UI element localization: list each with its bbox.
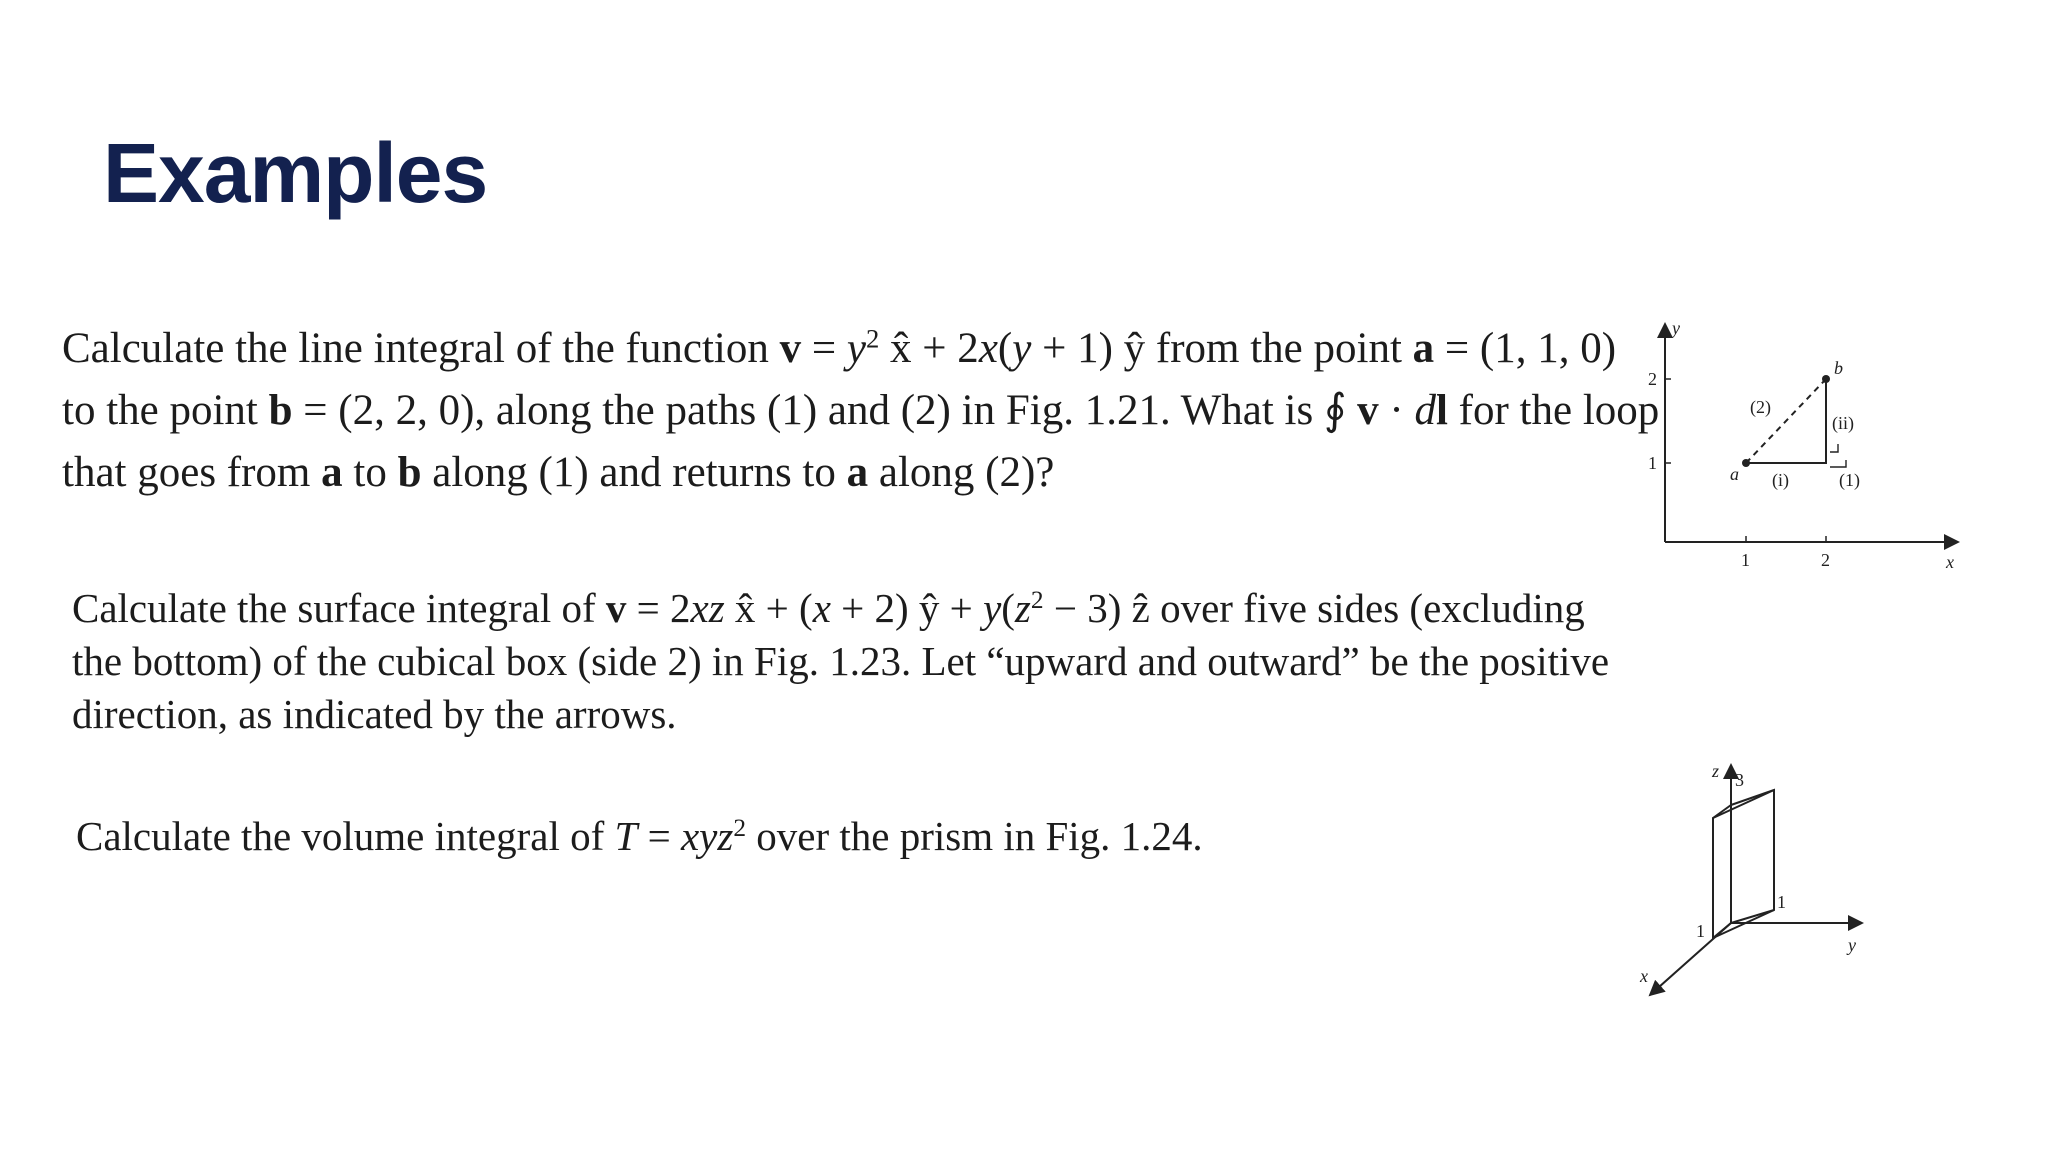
tick-label-x2: 2 (1821, 550, 1830, 570)
tick-label-x1: 1 (1696, 921, 1705, 941)
tick-label-x1: 1 (1741, 550, 1750, 570)
axis-label-y: y (1672, 318, 1680, 338)
text: = (1, 1, 0) (1434, 325, 1617, 372)
text: to (342, 449, 398, 496)
text: = (2, 2, 0), along the paths (1) and (2) in Fig. 1.21. What is ∮ (292, 387, 1358, 434)
exponent: 2 (733, 814, 747, 843)
text: ( (997, 325, 1013, 372)
arrow-i (1830, 444, 1838, 452)
point-label-b: b (1834, 358, 1843, 378)
text: = 2 (626, 585, 691, 631)
text: = (801, 325, 847, 372)
point-a-dot (1742, 459, 1750, 467)
path-2-dashed (1746, 379, 1826, 463)
var-x: x (812, 585, 831, 631)
text: x̂ + ( (724, 585, 813, 631)
exponent: 2 (865, 323, 880, 354)
text: for the loop (1447, 387, 1660, 434)
problem-line (62, 380, 1659, 442)
tick-label-z3: 3 (1735, 770, 1744, 790)
point-a: a (321, 449, 343, 496)
point-b: b (268, 387, 293, 434)
text: + 1) ŷ from the point (1031, 325, 1413, 372)
var-xyz: xyz (680, 813, 734, 859)
text: ( (1001, 585, 1015, 631)
axis-label-z: z (1712, 761, 1720, 781)
exponent: 2 (1030, 586, 1044, 615)
tick-label-y2: 2 (1648, 369, 1657, 389)
text: x̂ + 2 (879, 325, 979, 372)
vector-l: l (1435, 387, 1448, 434)
point-b-dot (1822, 375, 1830, 383)
point-a: a (846, 449, 869, 496)
text: Calculate the surface integral of (72, 585, 606, 631)
axis-label-x: x (1946, 552, 1954, 572)
segment-label-i: (i) (1772, 470, 1789, 490)
vector-v: v (779, 325, 802, 372)
text: along (2)? (868, 449, 1055, 496)
vector-v: v (605, 585, 627, 631)
problem-volume-integral (76, 808, 1203, 864)
var-y: y (983, 585, 1002, 631)
figure-path-diagram (1630, 310, 1980, 580)
vector-v: v (1357, 387, 1379, 434)
text: Calculate the line integral of the function (62, 325, 780, 372)
text: + 2) ŷ + (830, 585, 984, 631)
point-a: a (1412, 325, 1435, 372)
var-z: z (1014, 585, 1031, 631)
text: = (637, 813, 681, 859)
tick-label-y1: 1 (1648, 453, 1657, 473)
figure-prism (1630, 755, 1880, 1005)
path-label-1: (1) (1839, 470, 1860, 490)
text: to the point (62, 387, 269, 434)
problem-line: direction, as indicated by the arrows. (72, 691, 677, 737)
problem-line: the bottom) of the cubical box (side 2) in Fig. 1.23. Let “upward and outward” be the positive (72, 638, 1610, 684)
problem-line (62, 442, 1659, 504)
text: · (1378, 387, 1415, 434)
slide-title: Examples (103, 126, 488, 220)
var-d: d (1414, 387, 1436, 434)
path-label-2: (2) (1750, 397, 1771, 417)
axis-label-y: y (1848, 935, 1856, 955)
segment-label-ii: (ii) (1832, 413, 1854, 433)
problem-line-integral (62, 318, 1659, 504)
text: Calculate the volume integral of (76, 813, 615, 859)
point-label-a: a (1730, 464, 1739, 484)
var-xz: xz (690, 585, 725, 631)
text: − 3) ẑ over five sides (excluding (1043, 585, 1585, 631)
text: over the prism in Fig. 1.24. (746, 813, 1203, 859)
prism-base-edge (1731, 910, 1774, 923)
problem-line (62, 318, 1659, 380)
var-T: T (614, 813, 638, 859)
prism-back-edge (1731, 790, 1774, 805)
text: that goes from (62, 449, 322, 496)
var-x: x (978, 325, 998, 372)
axis-label-x: x (1640, 966, 1648, 986)
var-y: y (846, 325, 866, 372)
text: along (1) and returns to (421, 449, 847, 496)
point-b: b (397, 449, 422, 496)
problem-surface-integral (72, 582, 1609, 741)
problem-line (76, 808, 1203, 864)
arrow-1 (1830, 460, 1846, 467)
tick-label-y1: 1 (1777, 892, 1786, 912)
problem-line (72, 582, 1609, 635)
var-y: y (1012, 325, 1032, 372)
